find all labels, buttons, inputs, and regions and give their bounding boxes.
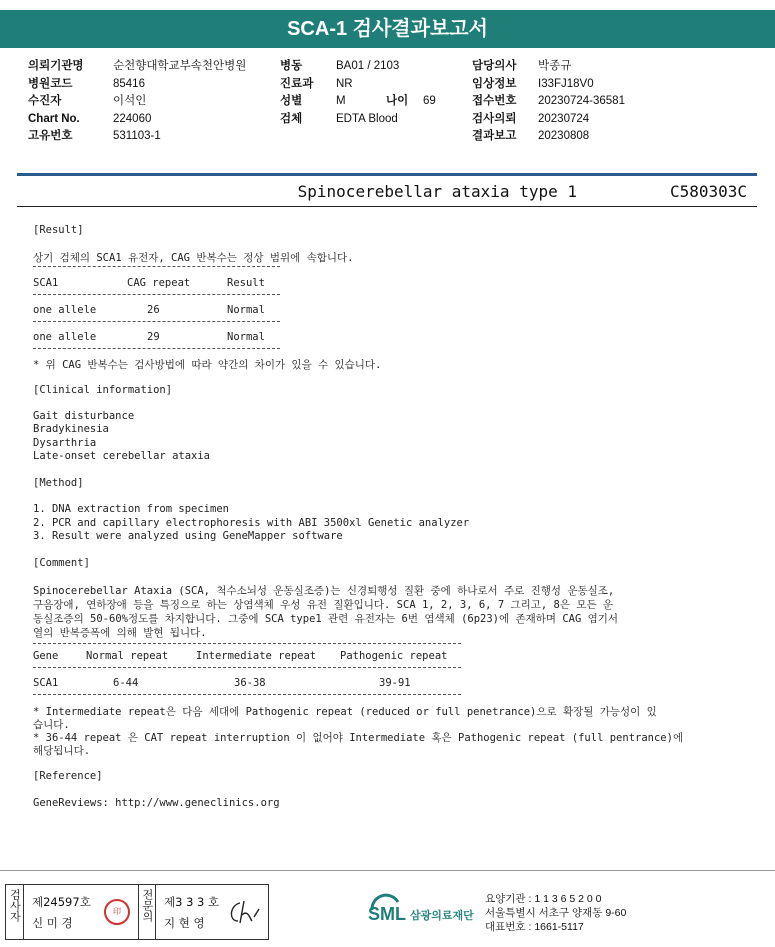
value-accession-no: 20230724-36581 — [538, 95, 625, 107]
signature-box — [5, 884, 269, 940]
box1-vertical-label — [6, 885, 24, 939]
table-rule — [33, 266, 280, 267]
table-rule — [33, 643, 461, 644]
value-hospital-code: 85416 — [113, 77, 145, 90]
comment-line: 열의 반복증폭에 의해 발현 됩니다. — [33, 627, 207, 639]
note-line: * 36-44 repeat 은 CAT repeat interruption 이 없어야 Intermediate 혹은 Pathogenic repeat (full pentrance)에 — [33, 732, 684, 744]
note-line: 습니다. — [33, 719, 70, 731]
box2-license-id: 제3 3 3 호 — [164, 895, 220, 909]
method-item: 3. Result were analyzed using GeneMapper software — [33, 530, 343, 542]
result-heading: [Result] — [33, 224, 84, 236]
label-specimen: 검체 — [280, 112, 303, 125]
gene-row-intermediate: 36-38 — [234, 677, 266, 689]
method-heading: [Method] — [33, 477, 84, 489]
result-th-gene: SCA1 — [33, 277, 59, 289]
box1-license-id: 제24597호 — [32, 895, 91, 909]
result-row1-cag: 26 — [147, 304, 160, 316]
box2-name: 지 현 영 — [164, 916, 205, 930]
section-divider — [17, 173, 757, 176]
result-row2-cag: 29 — [147, 331, 160, 343]
clinical-item: Bradykinesia — [33, 423, 109, 435]
result-row1-allele: one allele — [33, 304, 97, 316]
result-row2-allele: one allele — [33, 331, 97, 343]
result-row1-result: Normal — [227, 304, 265, 316]
header-col1-labels — [28, 58, 84, 146]
test-subject: Spinocerebellar ataxia type 1 — [297, 182, 577, 201]
label-chart-no: Chart No. — [28, 112, 80, 125]
value-report-date: 20230808 — [538, 130, 590, 142]
sml-logo — [368, 892, 478, 936]
subject-underline — [17, 206, 757, 207]
reference-link[interactable]: GeneReviews: http://www.geneclinics.org — [33, 797, 280, 809]
value-age: 69 — [423, 95, 436, 107]
test-subject-bar — [17, 182, 757, 202]
value-unique-id: 531103-1 — [113, 130, 161, 142]
gene-row-normal: 6-44 — [113, 677, 139, 689]
gene-th-intermediate: Intermediate repeat — [196, 650, 317, 662]
svg-text:SML: SML — [368, 904, 406, 924]
clinical-item: Dysarthria — [33, 437, 97, 449]
company-phone: 대표번호 : 1661-5117 — [485, 921, 584, 933]
value-institution: 순천향대학교부속천안병원 — [113, 60, 247, 72]
box1-vertical-text: 검사자 — [8, 889, 22, 922]
value-doctor: 박종규 — [538, 60, 572, 72]
value-specimen: EDTA Blood — [336, 112, 398, 125]
result-note: * 위 CAG 반복수는 검사방법에 따라 약간의 차이가 있을 수 있습니다. — [33, 359, 382, 371]
gene-row-pathogenic: 39-91 — [379, 677, 411, 689]
value-clinical-info: I33FJ18V0 — [538, 77, 594, 90]
note-line: 해당됩니다. — [33, 745, 91, 757]
age-label-text: 나이 — [386, 95, 409, 107]
seal-stamp-icon: 印 — [104, 899, 130, 925]
table-rule — [33, 348, 280, 349]
label-hospital-code: 병원코드 — [28, 77, 73, 90]
value-chart-no: 224060 — [113, 112, 152, 125]
label-age — [386, 93, 408, 111]
footer-divider — [0, 870, 775, 871]
label-patient: 수진자 — [28, 95, 62, 107]
gene-row-gene: SCA1 — [33, 677, 59, 689]
table-rule — [33, 694, 461, 695]
reference-heading: [Reference] — [33, 770, 103, 782]
label-department: 진료과 — [280, 77, 314, 90]
label-sex: 성별 — [280, 95, 303, 107]
header-col3-values — [538, 58, 625, 146]
comment-line: 동실조증의 50-60%정도를 차지합니다. 그중에 SCA type1 관련 유전자는 6번 염색체 (6p23)에 존재하며 CAG 염기서 — [33, 613, 619, 625]
value-sex: M — [336, 95, 346, 107]
report-title: SCA-1 검사결과보고서 — [0, 10, 775, 48]
comment-line: Spinocerebellar Ataxia (SCA, 척수소뇌성 운동실조증)는 신경퇴행성 질환 중에 하나로서 주로 진행성 운동실조, — [33, 585, 615, 597]
label-accession-no: 접수번호 — [472, 95, 517, 107]
company-info — [485, 892, 626, 934]
company-name: 삼광의료재단 — [410, 909, 474, 922]
method-item: 1. DNA extraction from specimen — [33, 503, 229, 515]
label-institution: 의뢰기관명 — [28, 60, 84, 72]
table-rule — [33, 321, 280, 322]
test-code: C580303C — [669, 182, 747, 201]
header-col2-labels — [280, 58, 313, 128]
table-rule — [33, 667, 461, 668]
label-doctor: 담당의사 — [472, 60, 517, 72]
result-row2-result: Normal — [227, 331, 265, 343]
label-ward: 병동 — [280, 60, 303, 72]
clinical-heading: [Clinical information] — [33, 384, 173, 396]
table-rule — [33, 294, 280, 295]
label-report-date: 결과보고 — [472, 130, 517, 142]
box2-vertical-label — [138, 885, 156, 939]
method-item: 2. PCR and capillary electrophoresis with ABI 3500xl Genetic analyzer — [33, 517, 470, 529]
value-patient: 이석인 — [113, 95, 147, 107]
comment-heading: [Comment] — [33, 557, 90, 569]
label-unique-id: 고유번호 — [28, 130, 73, 142]
value-ward: BA01 / 2103 — [336, 60, 400, 72]
header-col3-labels — [472, 58, 516, 146]
gene-th-pathogenic: Pathogenic repeat — [340, 650, 448, 662]
comment-line: 구음장애, 연하장애 등을 특징으로 하는 상염색체 우성 유전 질환입니다. SCA 1, 2, 3, 6, 7 그리고, 8은 모든 운 — [33, 599, 614, 611]
gene-th-gene: Gene — [33, 650, 59, 662]
box2-vertical-text: 전문의 — [141, 889, 154, 922]
org-code: 요양기관 : 1 1 3 6 5 2 0 0 — [485, 893, 602, 905]
header-col1-values — [113, 58, 246, 146]
result-text: 상기 검체의 SCA1 유전자, CAG 반복수는 정상 범위에 속합니다. — [33, 252, 354, 264]
result-th-result: Result — [227, 277, 265, 289]
value-department: NR — [336, 77, 353, 90]
label-clinical-info: 임상정보 — [472, 77, 517, 90]
label-request-date: 검사의뢰 — [472, 112, 517, 125]
gene-th-normal: Normal repeat — [86, 650, 169, 662]
company-address: 서울특별시 서초구 양재동 9-60 — [485, 907, 627, 919]
clinical-item: Late-onset cerebellar ataxia — [33, 450, 211, 462]
box1-name: 신 미 경 — [32, 916, 73, 930]
note-line: * Intermediate repeat은 다음 세대에 Pathogenic repeat (reduced or full penetrance)으로 확장될 가능성이 있 — [33, 706, 657, 718]
clinical-item: Gait disturbance — [33, 410, 135, 422]
result-th-cag: CAG repeat — [127, 277, 191, 289]
signature-icon — [226, 897, 262, 927]
value-request-date: 20230724 — [538, 112, 590, 125]
